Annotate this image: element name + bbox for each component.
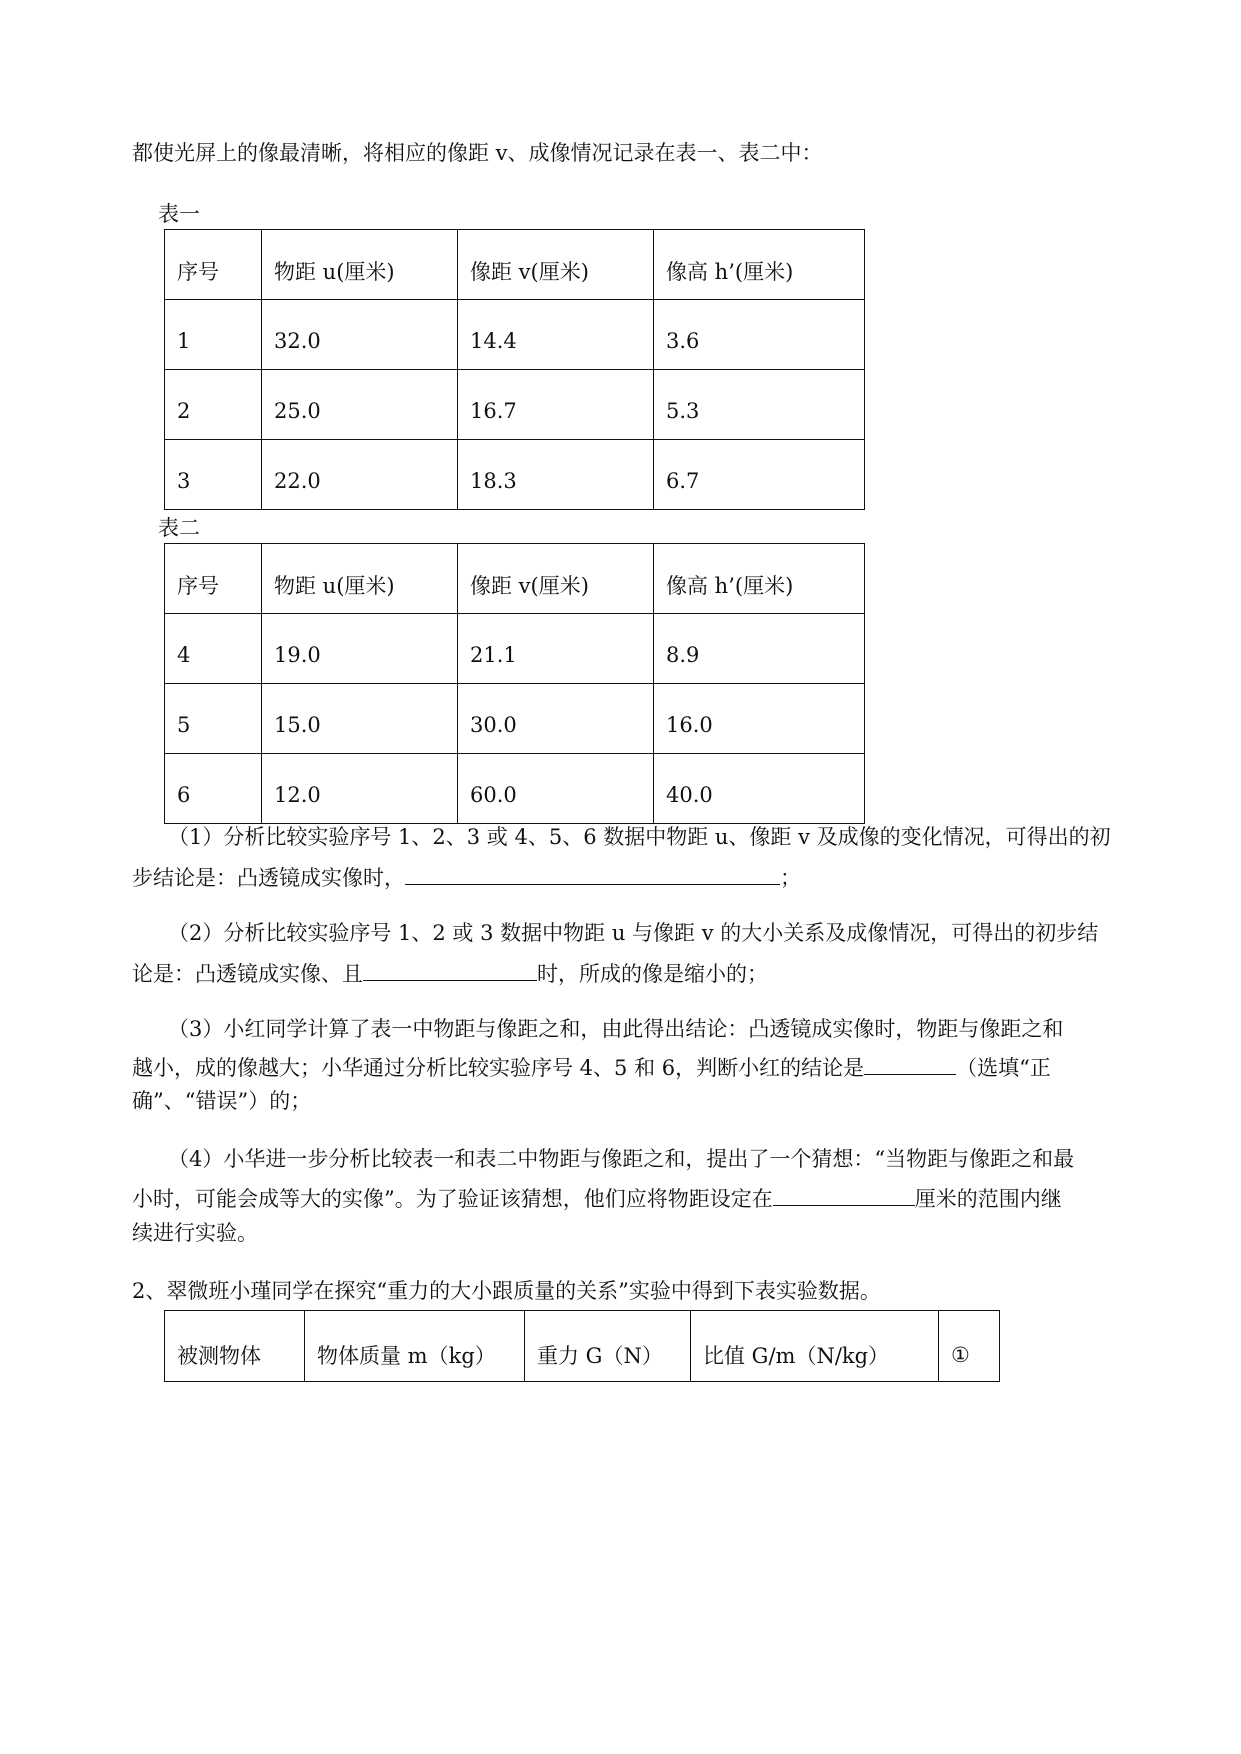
table-cell: 25.0 — [262, 370, 458, 440]
answer-blank-3[interactable] — [864, 1050, 956, 1075]
question-1-line-2 — [132, 860, 801, 893]
table-cell: 8.9 — [654, 614, 865, 684]
table-cell: 60.0 — [458, 754, 654, 824]
problem-2-text: 2、翠微班小瑾同学在探究“重力的大小跟质量的关系”实验中得到下表实验数据。 — [132, 1279, 881, 1303]
table-row — [165, 370, 865, 440]
table-header-cell: 物距 u(厘米) — [262, 230, 458, 300]
table-cell: 3.6 — [654, 300, 865, 370]
table-cell: 40.0 — [654, 754, 865, 824]
gravity-table-header-row — [165, 1311, 1000, 1382]
table-cell: 19.0 — [262, 614, 458, 684]
table-cell: 1 — [165, 300, 262, 370]
table-header-cell: 序号 — [165, 544, 262, 614]
table-row — [165, 754, 865, 824]
question-4-text: 小时，可能会成等大的实像”。为了验证该猜想，他们应将物距设定在 — [132, 1187, 773, 1211]
table-cell: 6 — [165, 754, 262, 824]
question-2-line-2 — [132, 956, 768, 989]
question-4-line-1: （4）小华进一步分析比较表一和表二中物距与像距之和，提出了一个猜想：“当物距与像距之和最 — [168, 1147, 1075, 1171]
table-row — [165, 300, 865, 370]
table1 — [164, 229, 865, 510]
table-cell: 4 — [165, 614, 262, 684]
question-3-option: （选填“正 — [956, 1056, 1051, 1080]
table-header-cell: ① — [939, 1311, 1000, 1382]
question-3-line-3: 确”、“错误”）的； — [132, 1089, 312, 1113]
table-cell: 5 — [165, 684, 262, 754]
table-cell: 16.7 — [458, 370, 654, 440]
table-header-cell: 像高 h’(厘米) — [654, 544, 865, 614]
question-3-line-1: （3）小红同学计算了表一中物距与像距之和，由此得出结论：凸透镜成实像时，物距与像距之和 — [168, 1017, 1064, 1041]
question-1-line-1: （1）分析比较实验序号 1、2、3 或 4、5、6 数据中物距 u、像距 v 及成像的变化情况，可得出的初 — [168, 825, 1111, 849]
table-cell: 32.0 — [262, 300, 458, 370]
answer-blank-2[interactable] — [363, 956, 537, 981]
answer-blank-4[interactable] — [773, 1181, 915, 1206]
table-header-cell: 被测物体 — [165, 1311, 305, 1382]
table-cell: 5.3 — [654, 370, 865, 440]
table-row — [165, 614, 865, 684]
question-3-line-2 — [132, 1050, 1051, 1083]
table1-header-row — [165, 230, 865, 300]
table-row — [165, 684, 865, 754]
question-2-end: 时，所成的像是缩小的； — [537, 962, 768, 986]
table-header-cell: 重力 G（N） — [525, 1311, 691, 1382]
table-header-cell: 像高 h’(厘米) — [654, 230, 865, 300]
table-header-cell: 物体质量 m（kg） — [305, 1311, 525, 1382]
intro-text: 都使光屏上的像最清晰，将相应的像距 v、成像情况记录在表一、表二中： — [132, 141, 823, 165]
table-cell: 21.1 — [458, 614, 654, 684]
gravity-table — [164, 1310, 1000, 1382]
table-header-cell: 比值 G/m（N/kg） — [691, 1311, 939, 1382]
table2-caption: 表二 — [158, 516, 200, 540]
table2-header-row — [165, 544, 865, 614]
question-3-text: 越小，成的像越大；小华通过分析比较实验序号 4、5 和 6，判断小红的结论是 — [132, 1056, 865, 1080]
table-cell: 30.0 — [458, 684, 654, 754]
table-header-cell: 序号 — [165, 230, 262, 300]
answer-blank-1[interactable] — [405, 860, 780, 885]
table-cell: 2 — [165, 370, 262, 440]
table1-caption: 表一 — [158, 202, 200, 226]
question-2-text: 论是：凸透镜成实像、且 — [132, 962, 363, 986]
table-row — [165, 440, 865, 510]
table-header-cell: 像距 v(厘米) — [458, 544, 654, 614]
table-cell: 15.0 — [262, 684, 458, 754]
question-1-text: 步结论是：凸透镜成实像时， — [132, 866, 405, 890]
table-cell: 3 — [165, 440, 262, 510]
question-4-line-3: 续进行实验。 — [132, 1221, 258, 1245]
table2 — [164, 543, 865, 824]
question-4-unit: 厘米的范围内继 — [914, 1187, 1062, 1211]
question-4-line-2 — [132, 1181, 1062, 1214]
table-cell: 18.3 — [458, 440, 654, 510]
table-header-cell: 像距 v(厘米) — [458, 230, 654, 300]
table-cell: 16.0 — [654, 684, 865, 754]
question-2-line-1: （2）分析比较实验序号 1、2 或 3 数据中物距 u 与像距 v 的大小关系及成像情况，可得出的初步结 — [168, 921, 1099, 945]
table-cell: 22.0 — [262, 440, 458, 510]
table-cell: 6.7 — [654, 440, 865, 510]
table-cell: 14.4 — [458, 300, 654, 370]
table-cell: 12.0 — [262, 754, 458, 824]
table-header-cell: 物距 u(厘米) — [262, 544, 458, 614]
question-1-end: ； — [780, 866, 801, 890]
